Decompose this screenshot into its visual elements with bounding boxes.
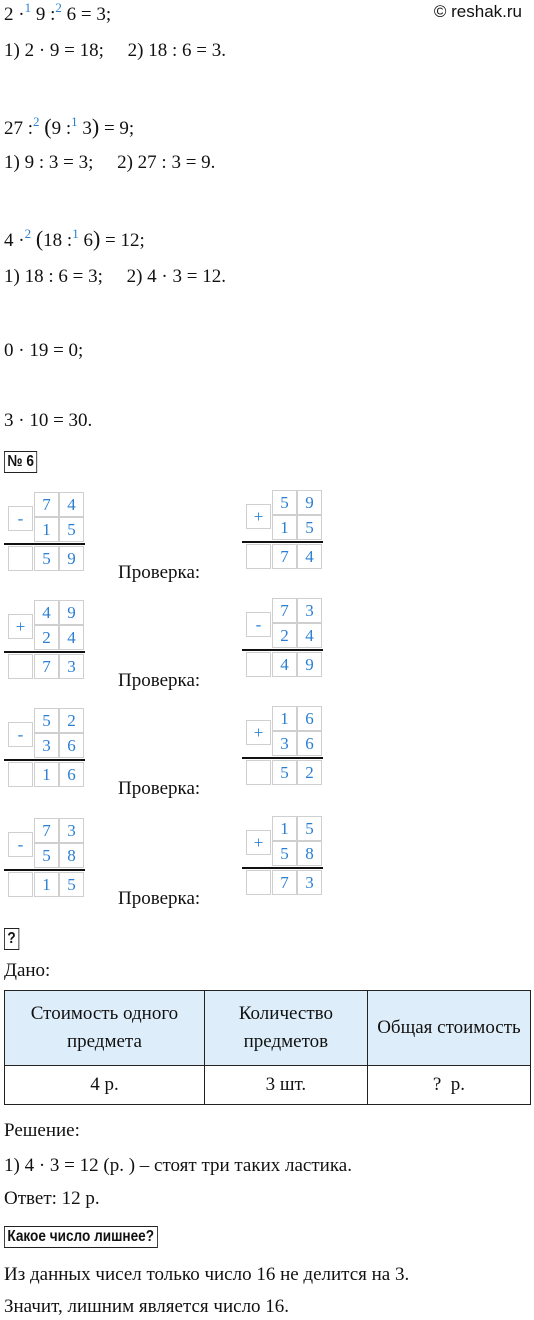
digit-cell: 3 — [272, 731, 297, 756]
empty-cell — [8, 762, 33, 787]
sum-rule — [242, 649, 323, 651]
digit-cell: 4 — [272, 652, 297, 677]
digit-cell: 5 — [272, 841, 297, 866]
digit-cell: 2 — [272, 623, 297, 648]
given-table — [4, 990, 531, 1105]
digit-cell: 5 — [272, 490, 297, 515]
sum-rule — [242, 541, 323, 543]
digit-cell: 1 — [34, 872, 59, 897]
digit-cell: 4 — [297, 544, 322, 569]
expression-5: 3 · 10 = 30. — [4, 410, 93, 431]
check-label: Проверка: — [118, 888, 201, 909]
solution-step: 1) 4 · 3 = 12 (р. ) – стоят три таких ластика. — [4, 1155, 352, 1176]
cell-quantity: 3 шт. — [204, 1066, 367, 1105]
empty-cell — [8, 546, 33, 571]
header-unit-cost: Стоимость одного предмета — [5, 991, 205, 1066]
digit-cell: 6 — [59, 733, 84, 758]
check-label: Проверка: — [118, 670, 201, 691]
order-mark: 2 — [24, 226, 32, 241]
digit-cell: 2 — [297, 760, 322, 785]
answer: Ответ: 12 р. — [4, 1188, 100, 1209]
digit-cell: 5 — [297, 515, 322, 540]
empty-cell — [246, 870, 271, 895]
watermark: © reshak.ru — [433, 2, 522, 21]
digit-cell: 3 — [297, 870, 322, 895]
order-mark: 2 — [55, 0, 62, 15]
given-label: Дано: — [4, 960, 51, 981]
order-mark: 1 — [71, 114, 78, 129]
digit-cell: 9 — [59, 546, 84, 571]
digit-cell: 6 — [59, 762, 84, 787]
empty-cell — [246, 652, 271, 677]
operator-sign: - — [8, 506, 33, 531]
digit-cell: 2 — [59, 708, 84, 733]
digit-cell: 7 — [272, 870, 297, 895]
header-quantity: Количество предметов — [204, 991, 367, 1066]
expression-3: 4 ·$^2$ (18 :$^1$ 6) = 12; — [4, 226, 145, 251]
extra-line-1: Из данных чисел только число 16 не делится на 3. — [4, 1264, 410, 1285]
empty-cell — [8, 872, 33, 897]
order-mark: 2 — [33, 114, 40, 129]
operator-sign: + — [246, 830, 271, 855]
digit-cell: 7 — [34, 492, 59, 517]
expression-2: 27 :$^2$ (9 :$^1$ 3) = 9; — [4, 114, 135, 139]
digit-cell: 1 — [272, 816, 297, 841]
digit-cell: 7 — [34, 654, 59, 679]
operator-sign: - — [8, 832, 33, 857]
table-header-row — [5, 991, 531, 1066]
expression-1: 2 ·$^1$ 9 :$^2$ 6 = 3; — [4, 0, 112, 25]
steps-1: 1) 2 · 9 = 18; 2) 18 : 6 = 3. — [4, 40, 226, 61]
digit-cell: 7 — [272, 598, 297, 623]
operator-sign: + — [246, 720, 271, 745]
digit-cell: 9 — [297, 490, 322, 515]
digit-cell: 9 — [297, 652, 322, 677]
digit-cell: 6 — [297, 706, 322, 731]
digit-cell: 5 — [59, 517, 84, 542]
extra-line-2: Значит, лишним является число 16. — [4, 1296, 290, 1317]
digit-cell: 5 — [34, 843, 59, 868]
digit-cell: 4 — [34, 600, 59, 625]
digit-cell: 3 — [34, 733, 59, 758]
expression-4: 0 · 19 = 0; — [4, 340, 84, 361]
operator-sign: + — [8, 614, 33, 639]
digit-cell: 3 — [59, 818, 84, 843]
digit-cell: 4 — [297, 623, 322, 648]
digit-cell: 5 — [34, 708, 59, 733]
solution-label: Решение: — [4, 1120, 80, 1141]
sum-rule — [242, 757, 323, 759]
table-row — [5, 1066, 531, 1105]
sum-rule — [4, 869, 85, 871]
digit-cell: 1 — [34, 517, 59, 542]
digit-cell: 4 — [59, 625, 84, 650]
task-6-label: № 6 — [4, 451, 37, 473]
question-label: ? — [4, 928, 19, 950]
steps-2: 1) 9 : 3 = 3; 2) 27 : 3 = 9. — [4, 152, 216, 173]
extra-question-label: Какое число лишнее? — [4, 1226, 157, 1248]
check-label: Проверка: — [118, 778, 201, 799]
header-total-cost: Общая стоимость — [367, 991, 530, 1066]
digit-cell: 1 — [272, 706, 297, 731]
digit-cell: 5 — [34, 546, 59, 571]
digit-cell: 4 — [59, 492, 84, 517]
digit-cell: 2 — [34, 625, 59, 650]
digit-cell: 3 — [59, 654, 84, 679]
cell-total-cost: ? р. — [367, 1066, 530, 1105]
order-mark: 1 — [24, 0, 32, 15]
digit-cell: 1 — [272, 515, 297, 540]
digit-cell: 5 — [272, 760, 297, 785]
operator-sign: - — [8, 722, 33, 747]
empty-cell — [246, 544, 271, 569]
digit-cell: 7 — [272, 544, 297, 569]
digit-cell: 5 — [297, 816, 322, 841]
steps-3: 1) 18 : 6 = 3; 2) 4 · 3 = 12. — [4, 266, 226, 287]
digit-cell: 3 — [297, 598, 322, 623]
sum-rule — [242, 867, 323, 869]
sum-rule — [4, 759, 85, 761]
order-mark: 1 — [72, 226, 79, 241]
cell-unit-cost: 4 р. — [5, 1066, 205, 1105]
digit-cell: 9 — [59, 600, 84, 625]
digit-cell: 8 — [59, 843, 84, 868]
operator-sign: + — [246, 504, 271, 529]
sum-rule — [4, 651, 85, 653]
empty-cell — [8, 654, 33, 679]
empty-cell — [246, 760, 271, 785]
operator-sign: - — [246, 612, 271, 637]
digit-cell: 1 — [34, 762, 59, 787]
digit-cell: 8 — [297, 841, 322, 866]
digit-cell: 7 — [34, 818, 59, 843]
check-label: Проверка: — [118, 562, 201, 583]
digit-cell: 6 — [297, 731, 322, 756]
sum-rule — [4, 543, 85, 545]
digit-cell: 5 — [59, 872, 84, 897]
